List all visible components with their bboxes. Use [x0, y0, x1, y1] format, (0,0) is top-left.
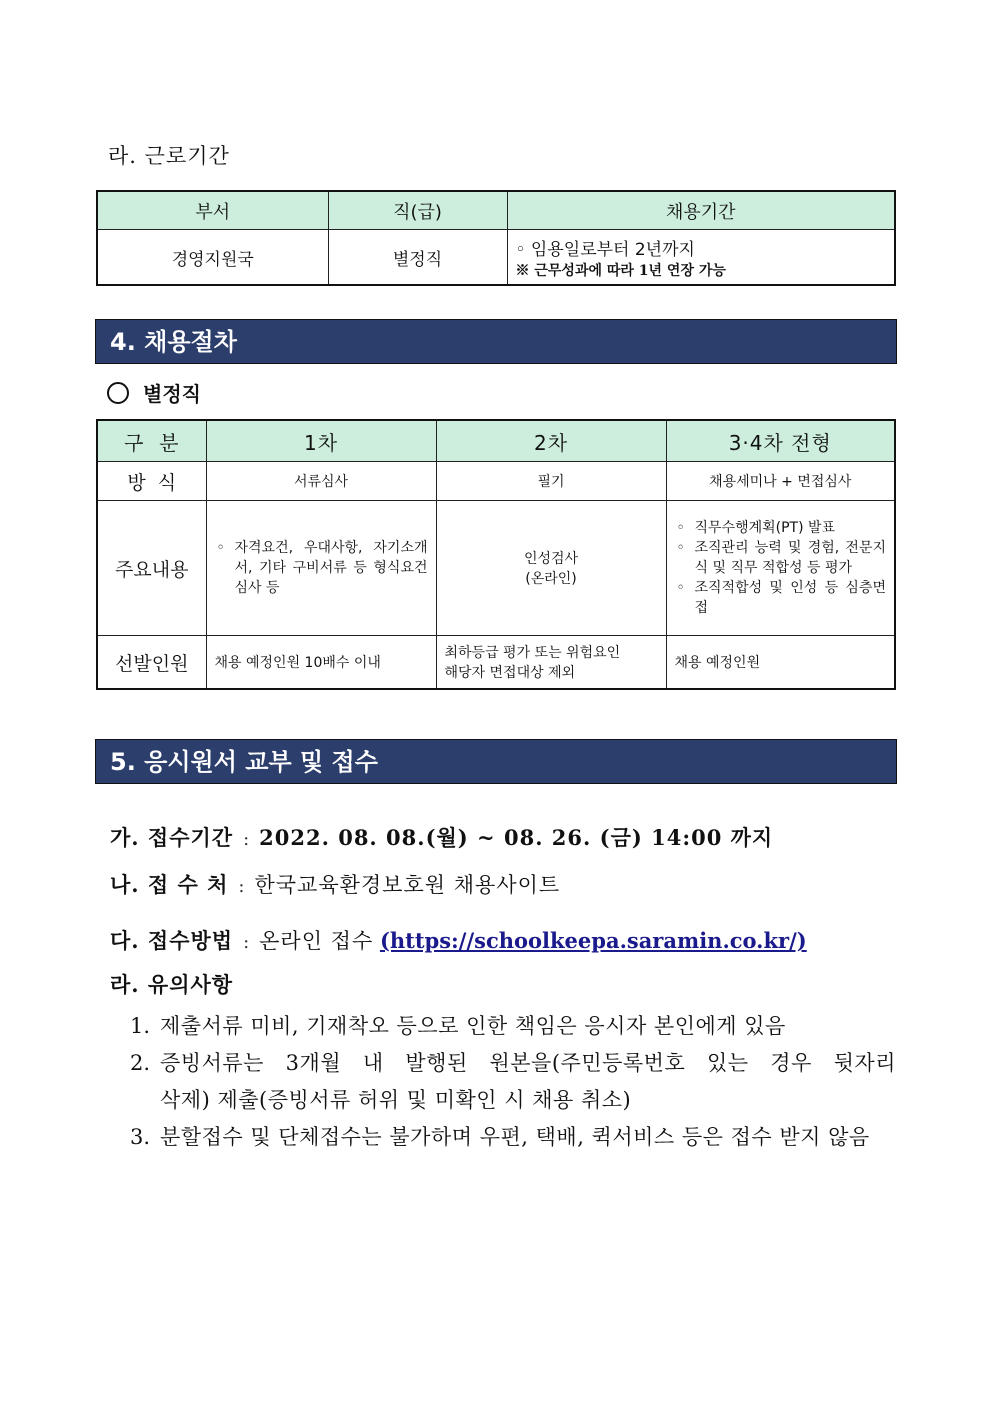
header-stage-1: 1차: [206, 420, 436, 462]
list-item-continuation: [130, 1082, 896, 1119]
list-item: ◦ 조직관리 능력 및 경험, 전문지식 및 직무 적합성 등 평가: [675, 538, 887, 578]
table-row: [97, 501, 895, 636]
period-extension-note: ※ 근무성과에 따라 1년 연장 가능: [515, 262, 726, 279]
application-period: [110, 822, 773, 852]
application-method: [110, 925, 807, 955]
section-4-title: 4. 채용절차: [95, 319, 897, 364]
content-stage-2-line: 인성검사: [523, 551, 579, 567]
selection-stage-2-line: 해당자 면접대상 제외: [444, 665, 576, 681]
list-item: [130, 1045, 896, 1082]
table-row: [97, 636, 895, 690]
header-dept: 부서: [97, 191, 328, 230]
notes-list: [130, 1008, 896, 1156]
content-stage-2: [436, 501, 666, 636]
note-text: 증빙서류는 3개월 내 발행된 원본을(주민등록번호 있는 경우 뒷자리: [160, 1051, 896, 1075]
header-period: 채용기간: [507, 191, 895, 230]
note-text: 분할접수 및 단체접수는 불가하며 우편, 택배, 퀵서비스 등은 접수 받지 않음: [160, 1125, 870, 1149]
separator: :: [243, 829, 250, 850]
table-row: [97, 462, 895, 501]
application-place-label: 나. 접 수 처: [110, 872, 229, 897]
period-cell: [507, 230, 895, 286]
application-period-value: 2022. 08. 08.(월) ~ 08. 26. (금) 14:00 까지: [259, 825, 774, 850]
work-period-table: [96, 190, 896, 286]
note-number: 2.: [130, 1051, 151, 1075]
selection-stage-2: [436, 636, 666, 690]
row-label-selection: 선발인원: [97, 636, 206, 690]
method-stage-1: 서류심사: [206, 462, 436, 501]
grade-cell: 별정직: [328, 230, 507, 286]
selection-stage-3-4: 채용 예정인원: [666, 636, 895, 690]
header-grade: 직(급): [328, 191, 507, 230]
header-stage-2: 2차: [436, 420, 666, 462]
method-stage-3-4: 채용세미나 + 면접심사: [666, 462, 895, 501]
separator: :: [243, 932, 250, 953]
application-period-label: 가. 접수기간: [110, 825, 234, 850]
table-row: [97, 230, 895, 286]
section-5-title: 5. 응시원서 교부 및 접수: [95, 739, 897, 784]
row-label-content: 주요내용: [97, 501, 206, 636]
list-item: ◦ 자격요건, 우대사항, 자기소개서, 기타 구비서류 등 형식요건 심사 등: [215, 538, 428, 598]
row-label-method: 방 식: [97, 462, 206, 501]
procedure-table: [96, 419, 896, 690]
dept-cell: 경영지원국: [97, 230, 328, 286]
selection-stage-2-line: 최하등급 평가 또는 위험요인: [444, 645, 621, 661]
content-stage-3-4: [666, 501, 895, 636]
list-item: ◦ 조직적합성 및 인성 등 심층면접: [675, 578, 887, 618]
content-stage-1: [206, 501, 436, 636]
application-method-label: 다. 접수방법: [110, 928, 234, 953]
period-line: ◦ 임용일로부터 2년까지: [515, 239, 695, 260]
table-header-row: [97, 191, 895, 230]
application-place-value: 한국교육환경보호원 채용사이트: [254, 873, 561, 897]
selection-stage-1: 채용 예정인원 10배수 이내: [206, 636, 436, 690]
header-stage-3-4: 3·4차 전형: [666, 420, 895, 462]
subsection-label: 별정직: [143, 382, 201, 406]
table-header-row: [97, 420, 895, 462]
note-number: 1.: [130, 1014, 151, 1038]
application-place: [110, 869, 560, 899]
note-number: 3.: [130, 1125, 151, 1149]
application-method-value: 온라인 접수: [259, 929, 374, 953]
note-text: 제출서류 미비, 기재착오 등으로 인한 책임은 응시자 본인에게 있음: [160, 1014, 786, 1038]
header-category: 구 분: [97, 420, 206, 462]
note-text-continued: 삭제) 제출(증빙서류 허위 및 미확인 시 채용 취소): [160, 1088, 632, 1112]
work-period-heading: 라. 근로기간: [108, 144, 230, 168]
notes-heading: [110, 969, 233, 999]
list-item: [130, 1008, 896, 1045]
separator: :: [238, 876, 245, 897]
list-item: ◦ 직무수행계획(PT) 발표: [675, 518, 887, 538]
recruitment-site-link[interactable]: (https://schoolkeepa.saramin.co.kr/): [379, 928, 807, 953]
subsection-title: [107, 378, 201, 407]
notes-label: 라. 유의사항: [110, 972, 234, 997]
method-stage-2: 필기: [436, 462, 666, 501]
content-stage-2-line: (온라인): [525, 571, 577, 587]
list-item: [130, 1119, 896, 1156]
circle-bullet-icon: [107, 382, 129, 404]
